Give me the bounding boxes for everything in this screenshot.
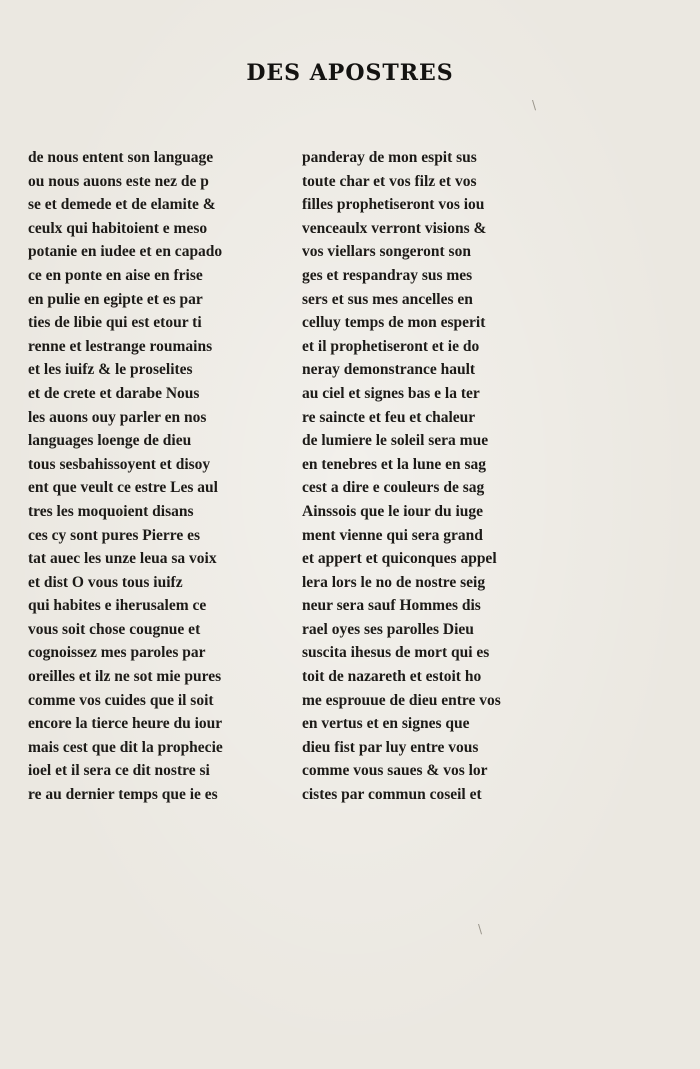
left-column-line: ce en ponte en aise en frise xyxy=(28,266,203,284)
left-column-line: et dist O vous tous iuifz xyxy=(28,573,183,591)
right-column-line: en vertus et en signes que xyxy=(302,715,470,733)
left-column-line: ceulx qui habitoient e meso xyxy=(28,219,208,237)
left-column-line: potanie en iudee et en capado xyxy=(28,243,223,261)
left-column xyxy=(28,146,264,807)
left-column-line: re au dernier temps que ie es xyxy=(28,786,218,804)
left-column-line: mais cest que dit la prophecie xyxy=(28,738,223,756)
right-column-line: sers et sus mes ancelles en xyxy=(302,290,473,308)
left-column-line: les auons ouy parler en nos xyxy=(28,408,207,426)
paper-speck: \ xyxy=(478,922,483,936)
left-column-line: ent que veult ce estre Les aul xyxy=(28,479,218,497)
right-column xyxy=(302,146,538,807)
paper-speck: \ xyxy=(532,98,537,112)
left-column-line: encore la tierce heure du iour xyxy=(28,715,223,733)
left-column-line: se et demede et de elamite & xyxy=(28,196,216,214)
right-column-line: au ciel et signes bas e la ter xyxy=(302,384,480,402)
right-column-line: suscita ihesus de mort qui es xyxy=(302,644,490,662)
right-column-line: toute char et vos filz et vos xyxy=(302,172,477,190)
right-column-line: ges et respandray sus mes xyxy=(302,266,473,284)
left-column-line: tat auec les unze leua sa voix xyxy=(28,550,217,568)
right-column-line: filles prophetiseront vos iou xyxy=(302,196,485,214)
right-column-line: et appert et quiconques appel xyxy=(302,550,497,568)
right-column-line: re saincte et feu et chaleur xyxy=(302,408,476,426)
right-column-line: ment vienne qui sera grand xyxy=(302,526,483,544)
left-column-line: et les iuifz & le proselites xyxy=(28,361,193,379)
left-column-line: ou nous auons este nez de p xyxy=(28,172,209,190)
right-column-line: cest a dire e couleurs de sag xyxy=(302,479,485,497)
right-column-line: dieu fist par luy entre vous xyxy=(302,738,479,756)
right-column-line: et il prophetiseront et ie do xyxy=(302,337,480,355)
left-column-line: tres les moquoient disans xyxy=(28,502,194,520)
left-column-line: tous sesbahissoyent et disoy xyxy=(28,455,211,473)
left-column-line: ties de libie qui est etour ti xyxy=(28,314,202,332)
right-column-line: toit de nazareth et estoit ho xyxy=(302,668,482,686)
left-column-line: ces cy sont pures Pierre es xyxy=(28,526,201,544)
left-column-line: qui habites e iherusalem ce xyxy=(28,597,207,615)
left-column-line: oreilles et ilz ne sot mie pures xyxy=(28,668,222,686)
right-column-line: celluy temps de mon esperit xyxy=(302,314,486,332)
right-column-line: lera lors le no de nostre seig xyxy=(302,573,486,591)
left-column-line: comme vos cuides que il soit xyxy=(28,691,214,709)
right-column-line: cistes par commun coseil et xyxy=(302,786,482,804)
right-column-line: neray demonstrance hault xyxy=(302,361,476,379)
right-column-line: Ainssois que le iour du iuge xyxy=(302,502,484,520)
left-column-line: languages loenge de dieu xyxy=(28,432,192,450)
right-column-line: venceaulx verront visions & xyxy=(302,219,487,237)
right-column-line: panderay de mon espit sus xyxy=(302,149,477,166)
left-column-line: et de crete et darabe Nous xyxy=(28,384,200,402)
left-column-line: cognoissez mes paroles par xyxy=(28,644,206,662)
running-head: DES APOSTRES xyxy=(246,60,454,86)
left-column-line: vous soit chose cougnue et xyxy=(28,620,201,638)
right-column-line: rael oyes ses parolles Dieu xyxy=(302,620,474,638)
right-column-line: de lumiere le soleil sera mue xyxy=(302,432,489,450)
right-column-line: vos viellars songeront son xyxy=(302,243,471,261)
right-column-line: me esprouue de dieu entre vos xyxy=(302,691,501,709)
right-column-line: comme vous saues & vos lor xyxy=(302,762,488,780)
left-column-line: de nous entent son language xyxy=(28,149,214,166)
right-column-line: neur sera sauf Hommes dis xyxy=(302,597,481,615)
left-column-line: ioel et il sera ce dit nostre si xyxy=(28,762,210,780)
right-column-line: en tenebres et la lune en sag xyxy=(302,455,486,473)
left-column-line: en pulie en egipte et es par xyxy=(28,290,203,308)
left-column-line: renne et lestrange roumains xyxy=(28,337,213,355)
